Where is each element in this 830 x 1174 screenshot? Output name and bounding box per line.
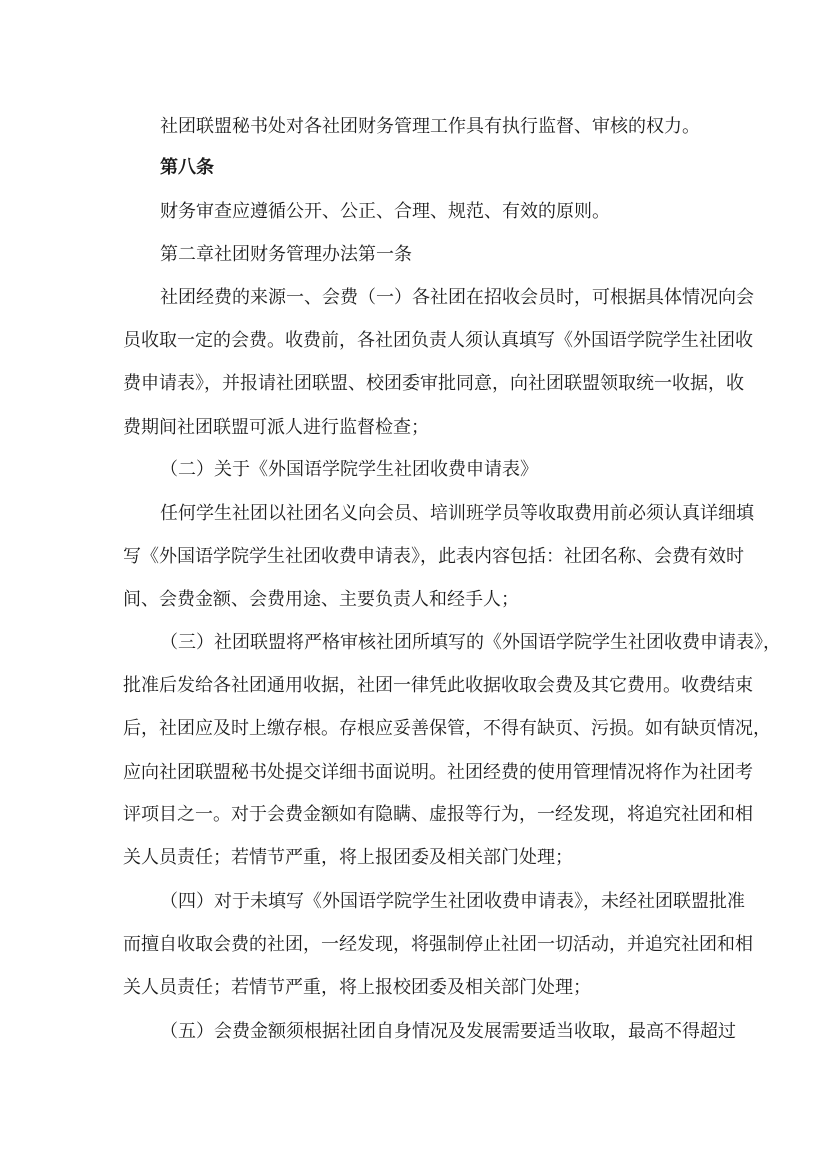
text-line: 员收取一定的会费。收费前，各社团负责人须认真填写《外国语学院学生社团收	[123, 330, 753, 351]
text-line: 社团联盟秘书处对各社团财务管理工作具有执行监督、审核的权力。	[160, 116, 700, 137]
text-line: 后，社团应及时上缴存根。存根应妥善保管，不得有缺页、污损。如有缺页情况，	[123, 718, 771, 739]
text-line: 费申请表》，并报请社团联盟、校团委审批同意，向社团联盟领取统一收据，收	[123, 373, 744, 394]
text-line: （四）对于未填写《外国语学院学生社团收费申请表》，未经社团联盟批准	[160, 891, 745, 912]
text-line: 关人员责任；若情节严重，将上报团委及相关部门处理；	[123, 847, 573, 868]
text-line: 任何学生社团以社团名义向会员、培训班学员等收取费用前必须认真详细填	[160, 503, 754, 524]
text-line: 社团经费的来源一、会费（一）各社团在招收会员时，可根据具体情况向会	[160, 287, 754, 308]
text-line: 间、会费金额、会费用途、主要负责人和经手人；	[123, 589, 519, 610]
article-heading: 第八条	[160, 157, 214, 178]
text-line: 批准后发给各社团通用收据，社团一律凭此收据收取会费及其它费用。收费结束	[123, 675, 753, 696]
text-line: （二）关于《外国语学院学生社团收费申请表》	[160, 459, 538, 480]
text-line: 而擅自收取会费的社团，一经发现，将强制停止社团一切活动，并追究社团和相	[123, 934, 753, 955]
text-line: 评项目之一。对于会费金额如有隐瞒、虚报等行为，一经发现，将追究社团和相	[123, 804, 753, 825]
text-line: 费期间社团联盟可派人进行监督检查；	[123, 417, 429, 438]
text-line: （三）社团联盟将严格审核社团所填写的《外国语学院学生社团收费申请表》，	[160, 632, 781, 653]
text-line: （五）会费金额须根据社团自身情况及发展需要适当收取，最高不得超过	[160, 1021, 736, 1042]
text-line: 关人员责任；若情节严重，将上报校团委及相关部门处理；	[123, 977, 591, 998]
text-line: 应向社团联盟秘书处提交详细书面说明。社团经费的使用管理情况将作为社团考	[123, 762, 753, 783]
text-line: 第二章社团财务管理办法第一条	[160, 244, 412, 265]
text-line: 财务审查应遵循公开、公正、合理、规范、有效的原则。	[160, 201, 610, 222]
text-line: 写《外国语学院学生社团收费申请表》，此表内容包括：社团名称、会费有效时	[123, 546, 744, 567]
